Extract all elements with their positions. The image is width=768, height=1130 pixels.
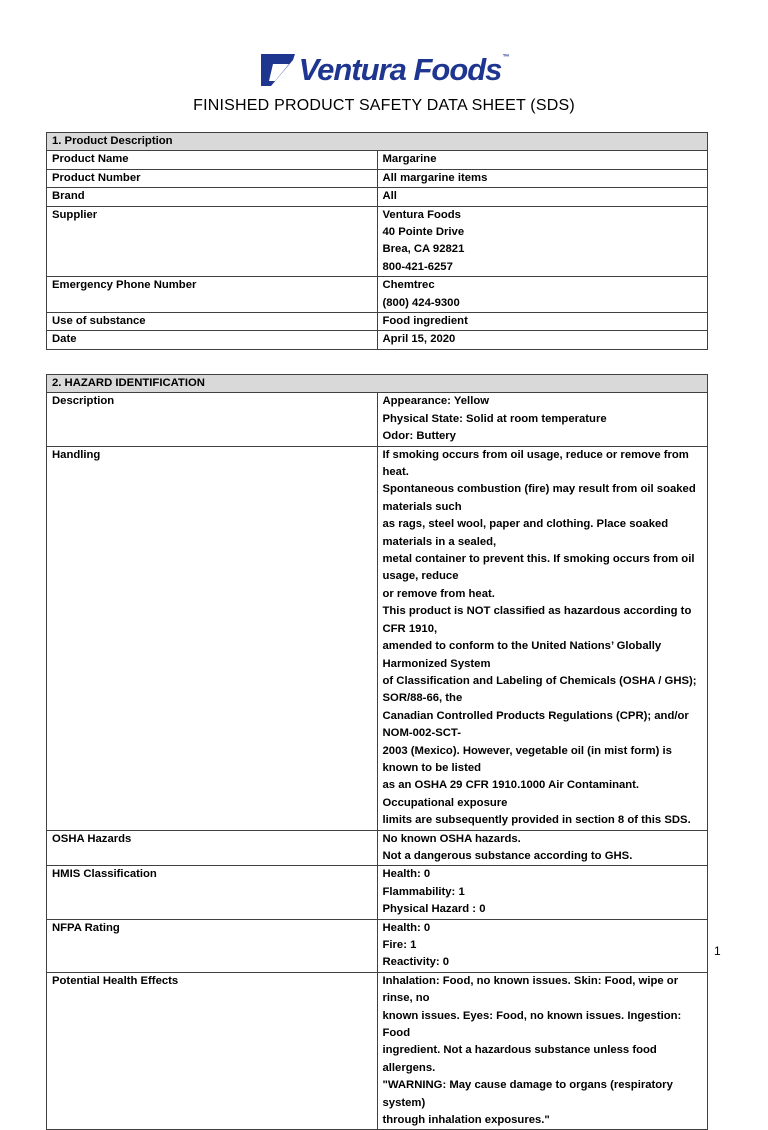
value-line: Brea, CA 92821 (382, 243, 465, 256)
table-row (47, 277, 708, 313)
row-value (377, 331, 708, 349)
row-label: OSHA Hazards (47, 830, 378, 866)
value-line: Ventura Foods (382, 208, 461, 221)
row-value (377, 206, 708, 277)
section-header-row (47, 375, 708, 393)
row-label: Potential Health Effects (47, 972, 378, 1130)
value-line: ingredient. Not a hazardous substance unless food allergens. (382, 1044, 657, 1074)
row-label: Product Name (47, 151, 378, 169)
value-line: Appearance: Yellow (382, 395, 490, 408)
table-row (47, 169, 708, 187)
value-line: Not a dangerous substance according to GHS. (382, 849, 633, 862)
section-heading: 2. HAZARD IDENTIFICATION (47, 375, 708, 393)
value-line: 2003 (Mexico). However, vegetable oil (in mist form) is known to be listed (382, 744, 672, 774)
value-line: metal container to prevent this. If smoking occurs from oil usage, reduce (382, 553, 695, 583)
value-line: through inhalation exposures." (382, 1114, 550, 1127)
value-line: If smoking occurs from oil usage, reduce or remove from heat. (382, 448, 689, 479)
value-line: (800) 424-9300 (382, 296, 460, 309)
row-value (377, 169, 708, 187)
value-line: Chemtrec (382, 279, 435, 292)
document-title: FINISHED PRODUCT SAFETY DATA SHEET (SDS) (193, 97, 575, 114)
value-line: Odor: Buttery (382, 430, 456, 443)
table-row (47, 919, 708, 972)
row-value (377, 919, 708, 972)
value-line: Canadian Controlled Products Regulations (CPR); and/or NOM-002-SCT- (382, 709, 689, 740)
value-line: Health: 0 (382, 921, 431, 934)
row-value (377, 866, 708, 919)
table-row (47, 393, 708, 446)
value-line: April 15, 2020 (382, 333, 456, 346)
value-line: Health: 0 (382, 868, 431, 881)
table-row (47, 188, 708, 206)
value-line: as rags, steel wool, paper and clothing. Place soaked materials in a sealed, (382, 518, 669, 548)
table-row (47, 206, 708, 277)
value-line: Flammability: 1 (382, 885, 465, 898)
row-value (377, 830, 708, 866)
value-line: Margarine (382, 153, 437, 166)
row-label: Handling (47, 446, 378, 830)
logo-trademark: ™ (502, 54, 510, 61)
section-header-row (47, 133, 708, 151)
row-label: Product Number (47, 169, 378, 187)
row-value (377, 393, 708, 446)
row-label: HMIS Classification (47, 866, 378, 919)
table-row (47, 446, 708, 830)
row-label: Emergency Phone Number (47, 277, 378, 313)
value-line: 800-421-6257 (382, 260, 453, 273)
company-logo (0, 50, 768, 90)
value-line: limits are subsequently provided in section 8 of this SDS. (382, 814, 691, 827)
table-row (47, 972, 708, 1130)
value-line: Fire: 1 (382, 939, 417, 951)
row-value (377, 972, 708, 1130)
value-line: Food ingredient (382, 315, 468, 328)
logo-text: Ventura Foods (298, 52, 502, 87)
value-line: amended to conform to the United Nations’ Globally Harmonized System (382, 640, 662, 670)
value-line: Physical Hazard : 0 (382, 903, 486, 916)
table-row (47, 830, 708, 866)
value-line: "WARNING: May cause damage to organs (respiratory system) (382, 1079, 673, 1109)
value-line: 40 Pointe Drive (382, 226, 465, 239)
ventura-logo-mark-icon (259, 54, 295, 86)
table-row (47, 331, 708, 349)
row-label: Supplier (47, 206, 378, 277)
value-line: as an OSHA 29 CFR 1910.1000 Air Contaminant. Occupational exposure (382, 779, 640, 809)
row-value (377, 151, 708, 169)
table-row (47, 866, 708, 919)
value-line: Inhalation: Food, no known issues. Skin: Food, wipe or rinse, no (382, 974, 679, 1005)
value-line: known issues. Eyes: Food, no known issues. Ingestion: Food (382, 1009, 682, 1040)
section-heading: 1. Product Description (47, 133, 708, 151)
value-line: Reactivity: 0 (382, 956, 450, 969)
value-line: No known OSHA hazards. (382, 832, 521, 845)
row-label: Date (47, 331, 378, 349)
value-line: This product is NOT classified as hazardous according to CFR 1910, (382, 605, 692, 635)
row-value (377, 188, 708, 206)
row-label: Use of substance (47, 313, 378, 331)
table-row (47, 151, 708, 169)
value-line: All (382, 190, 397, 203)
row-label: Brand (47, 188, 378, 206)
value-line: of Classification and Labeling of Chemicals (OSHA / GHS); SOR/88-66, the (382, 674, 697, 705)
row-label: NFPA Rating (47, 919, 378, 972)
value-line: or remove from heat. (382, 587, 495, 600)
product-description-table (46, 132, 708, 350)
hazard-identification-table (46, 374, 708, 1130)
value-line: Spontaneous combustion (fire) may result from oil soaked materials such (382, 483, 696, 513)
row-label: Description (47, 393, 378, 446)
table-row (47, 313, 708, 331)
value-line: All margarine items (382, 171, 488, 184)
page-number: 1 (714, 944, 721, 958)
row-value (377, 446, 708, 830)
value-line: Physical State: Solid at room temperature (382, 412, 607, 425)
row-value (377, 277, 708, 313)
row-value (377, 313, 708, 331)
